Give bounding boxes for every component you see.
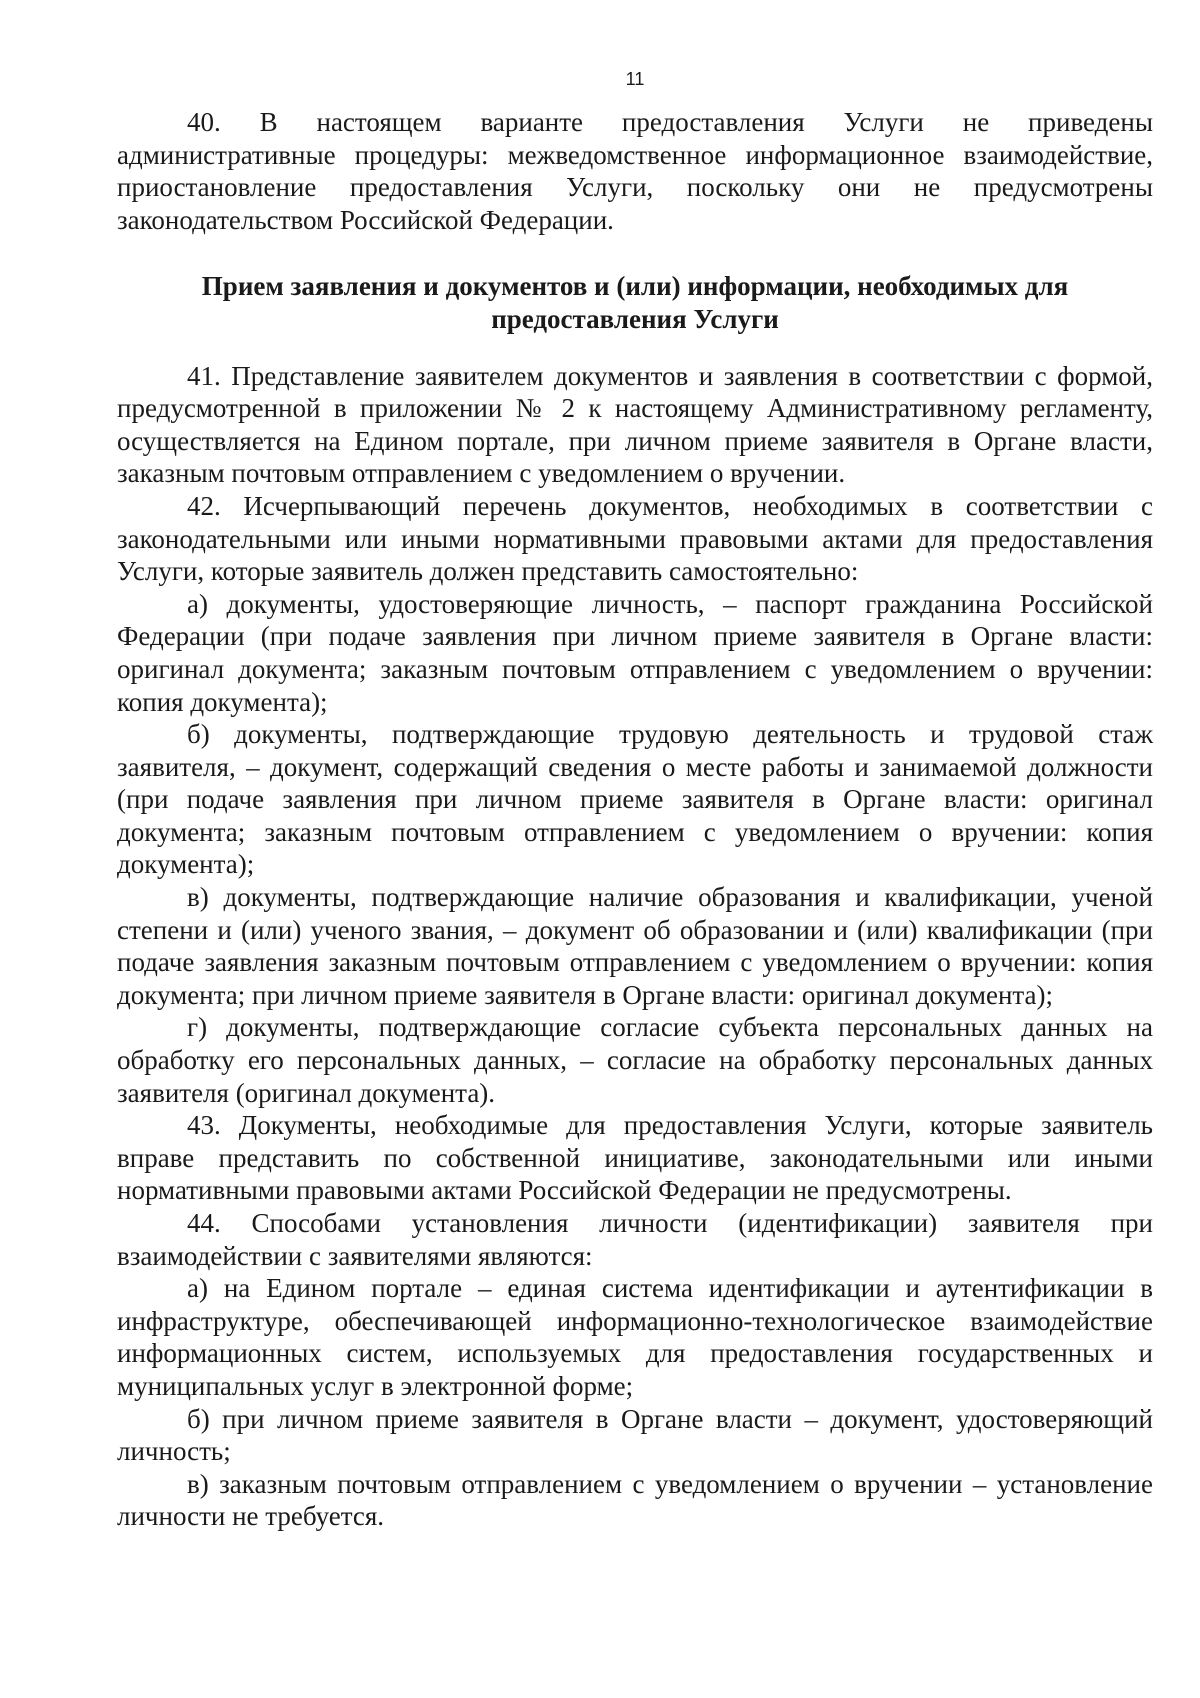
paragraph-42: 42. Исчерпывающий перечень документов, необходимых в соответствии с законодательными или иными нормативными правовыми актами для предоставления Услуги, которые заявитель должен представить самостоятельно:: [117, 490, 1153, 587]
paragraph-42-g: г) документы, подтверждающие согласие субъекта персональных данных на обработку его персональных данных, – согласие на обработку персональных данных заявителя (оригинал документа).: [117, 1012, 1153, 1108]
paragraph-43: 43. Документы, необходимые для предоставления Услуги, которые заявитель вправе представить по собственной инициативе, законодательными или иными нормативными правовыми актами Российской Федерации не предусмотрены.: [117, 1110, 1153, 1206]
paragraph-44-b: б) при личном приеме заявителя в Органе власти – документ, удостоверяющий личность;: [117, 1403, 1153, 1467]
page-number: 11: [625, 69, 645, 89]
document-page: [117, 68, 1153, 1533]
paragraph-44-v: в) заказным почтовым отправлением с уведомлением о вручении – установление личности не требуется.: [117, 1468, 1153, 1532]
paragraph-42-a: а) документы, удостоверяющие личность, – паспорт гражданина Российской Федерации (при подаче заявления при личном приеме заявителя в Органе власти: оригинал документа; заказным почтовым отправлением с уведомлением о вручении: копия документа);: [117, 588, 1153, 717]
section-heading: Прием заявления и документов и (или) информации, необходимых для предоставления Услуги: [201, 271, 1069, 334]
paragraph-42-v: в) документы, подтверждающие наличие образования и квалификации, ученой степени и (или) ученого звания, – документ об образовании и (или) квалификации (при подаче заявления заказным почтовым отправлением с уведомлением о вручении: копия документа; при личном приеме заявителя в Органе власти: оригинал документа);: [117, 882, 1153, 1010]
paragraph-44: 44. Способами установления личности (идентификации) заявителя при взаимодействии с заявителями являются:: [117, 1208, 1153, 1271]
paragraph-41: 41. Представление заявителем документов и заявления в соответствии с формой, предусмотренной в приложении № 2 к настоящему Административному регламенту, осуществляется на Едином портале, при личном приеме заявителя в Органе власти, заказным почтовым отправлением с уведомлением о вручении.: [117, 360, 1153, 489]
paragraph-42-b: б) документы, подтверждающие трудовую деятельность и трудовой стаж заявителя, – документ, содержащий сведения о месте работы и занимаемой должности (при подаче заявления при личном приеме заявителя в Органе власти: оригинал документа; заказным почтовым отправлением с уведомлением о вручении: копия документа);: [117, 719, 1153, 880]
paragraph-40: 40. В настоящем варианте предоставления Услуги не приведены административные процедуры: межведомственное информационное взаимодействие, приостановление предоставления Услуги, поскольку они не предусмотрены законодательством Российской Федерации.: [117, 107, 1153, 235]
paragraph-44-a: а) на Едином портале – единая система идентификации и аутентификации в инфраструктуре, обеспечивающей информационно-технологическое взаимодействие информационных систем, используемых для предоставления государственных и муниципальных услуг в электронной форме;: [117, 1273, 1153, 1401]
